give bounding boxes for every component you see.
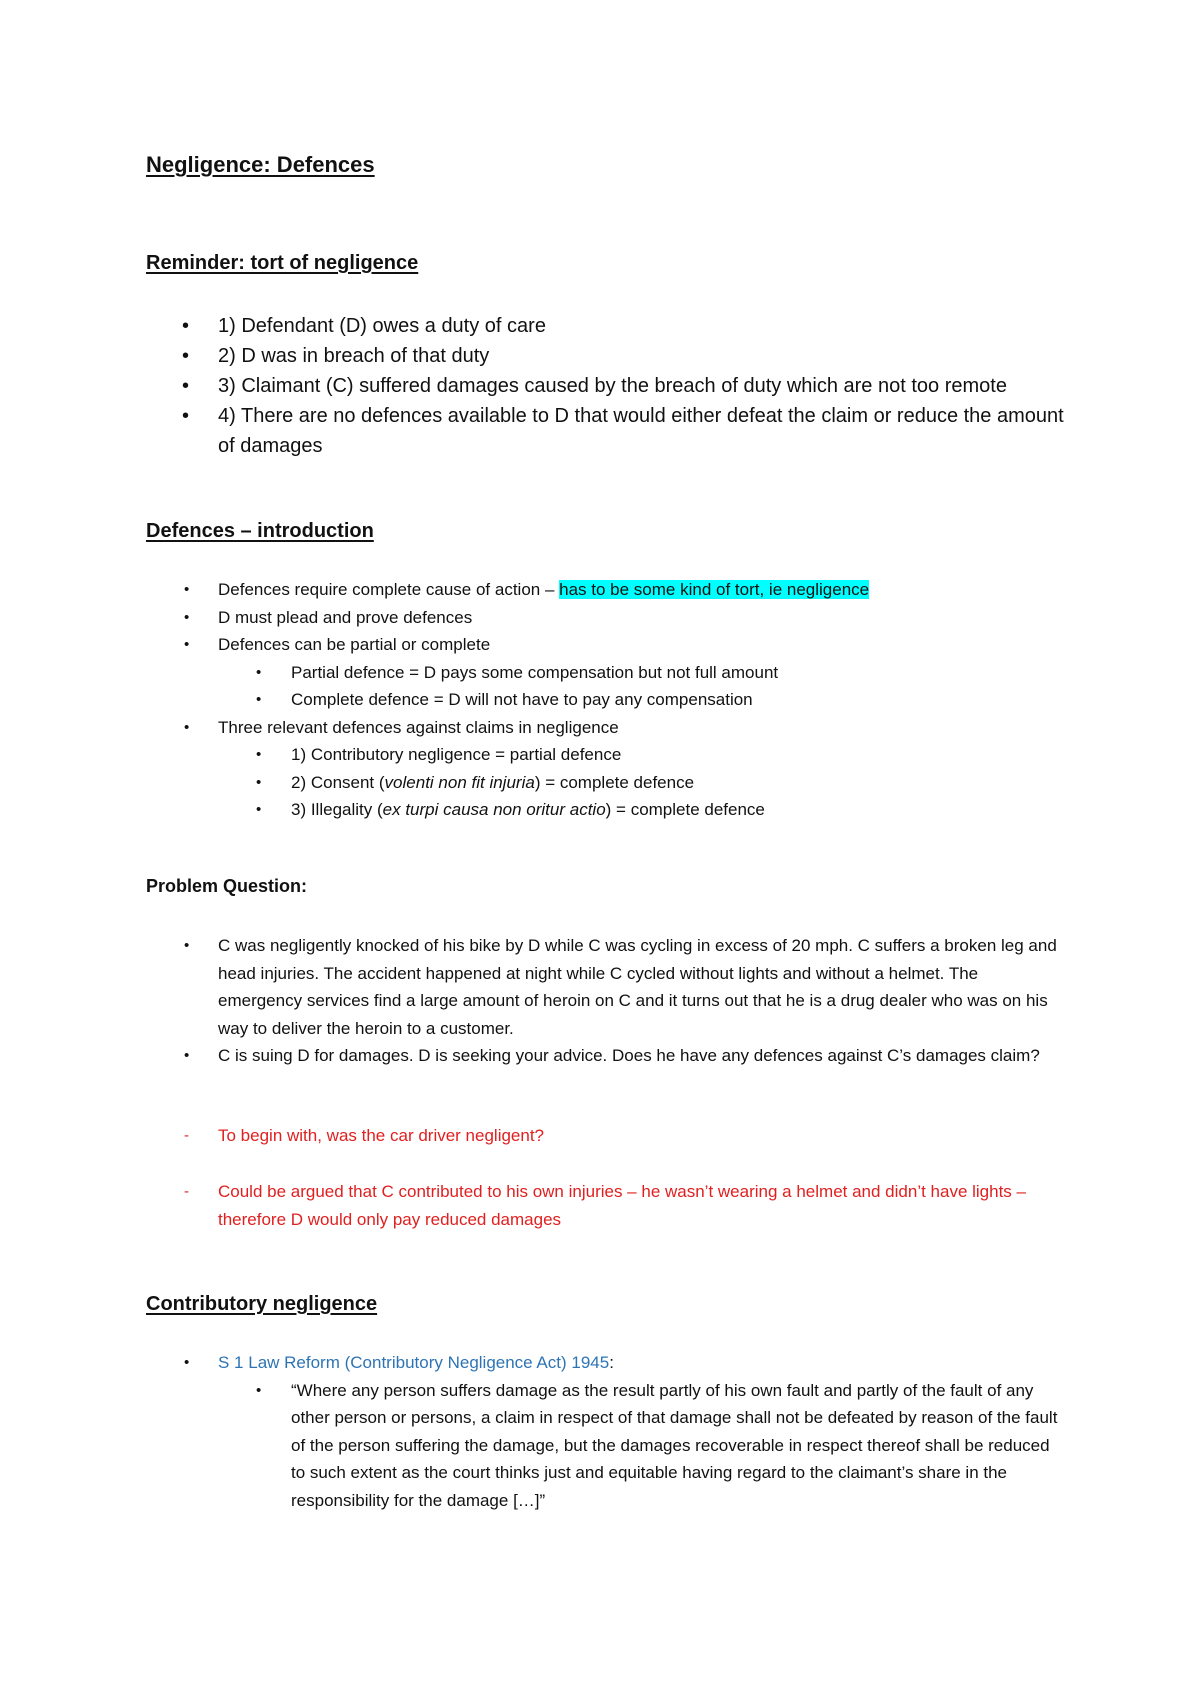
statute-reference: S 1 Law Reform (Contributory Negligence Act) 1945 <box>218 1353 610 1372</box>
list-item: • 3) Claimant (C) suffered damages caused by the breach of duty which are not too remote <box>0 371 1200 401</box>
list-item: • 4) There are no defences available to D that would either defeat the claim or reduce the amount of damages <box>0 401 1200 461</box>
sub-list-item: • 1) Contributory negligence = partial defence <box>0 741 1200 769</box>
problem-heading: Problem Question: <box>146 876 308 896</box>
answer-list-1 <box>0 1122 1200 1150</box>
bullet-icon: • <box>256 746 262 763</box>
sub-list-item <box>0 1377 1200 1515</box>
bullet-icon: • <box>256 773 262 791</box>
bullet-icon: • <box>182 375 190 397</box>
bullet-icon: • <box>184 718 190 736</box>
contributory-list <box>0 1349 1200 1514</box>
answer-list-2 <box>0 1178 1200 1233</box>
bullet-icon: • <box>184 636 190 653</box>
page-title: Negligence: Defences <box>146 152 375 177</box>
list-item: • 1) Defendant (D) owes a duty of care <box>0 311 1200 341</box>
bullet-icon: • <box>256 1381 262 1399</box>
sub-list-item: • Complete defence = D will not have to pay any compensation <box>0 686 1200 714</box>
reminder-heading: Reminder: tort of negligence <box>146 252 419 274</box>
dash-icon: - <box>184 1183 189 1200</box>
list-item: • C is suing D for damages. D is seeking your advice. Does he have any defences against C’s damages claim? <box>0 1042 1200 1070</box>
bullet-icon: • <box>182 405 190 427</box>
sub-list-item: • Partial defence = D pays some compensation but not full amount <box>0 659 1200 687</box>
bullet-icon: • <box>256 801 262 818</box>
highlighted-text: has to be some kind of tort, ie negligence <box>559 580 870 599</box>
bullet-icon: • <box>184 581 190 598</box>
bullet-icon: • <box>184 1047 190 1064</box>
list-item: • 2) D was in breach of that duty <box>0 341 1200 371</box>
list-item: • Defences can be partial or complete <box>0 631 1200 659</box>
list-item: • D must plead and prove defences <box>0 604 1200 632</box>
bullet-icon: • <box>184 608 190 626</box>
sub-list-item: • 2) Consent (volenti non fit injuria) = complete defence <box>0 769 1200 797</box>
list-item: • S 1 Law Reform (Contributory Negligence Act) 1945: <box>0 1349 1200 1377</box>
list-item: • Defences require complete cause of action – has to be some kind of tort, ie negligence <box>0 576 1200 604</box>
defences-intro-heading: Defences – introduction <box>146 520 374 542</box>
answer-item: - To begin with, was the car driver negligent? <box>0 1122 1200 1150</box>
reminder-list <box>0 311 1200 461</box>
problem-list <box>0 932 1200 1070</box>
bullet-icon: • <box>182 315 190 337</box>
defences-intro-list <box>0 576 1200 824</box>
dash-icon: - <box>184 1127 189 1144</box>
list-item: • Three relevant defences against claims in negligence <box>0 714 1200 742</box>
bullet-icon: • <box>184 937 190 954</box>
statute-quote: “Where any person suffers damage as the result partly of his own fault and partly of the fault of any other person or persons, a claim in respect of that damage shall not be defeated by reason of the fault of the person suffering the damage, but the damages recoverable in respect thereof shall be reduced to such extent as the court thinks just and equitable having regard to the claimant’s share in the responsibility for the damage […]” <box>291 1380 1058 1510</box>
bullet-icon: • <box>182 345 190 367</box>
bullet-icon: • <box>256 663 262 681</box>
contributory-heading: Contributory negligence <box>146 1293 378 1315</box>
answer-item: - Could be argued that C contributed to his own injuries – he wasn’t wearing a helmet and didn’t have lights – therefore D would only pay reduced damages <box>0 1178 1200 1233</box>
bullet-icon: • <box>256 691 262 708</box>
sub-list-item: • 3) Illegality (ex turpi causa non oritur actio) = complete defence <box>0 796 1200 824</box>
list-item: • C was negligently knocked of his bike by D while C was cycling in excess of 20 mph. C suffers a broken leg and head injuries. The accident happened at night while C cycled without lights and without a helmet. The emergency services find a large amount of heroin on C and it turns out that he is a drug dealer who was on his way to deliver the heroin to a customer. <box>0 932 1200 1042</box>
bullet-icon: • <box>184 1354 190 1371</box>
